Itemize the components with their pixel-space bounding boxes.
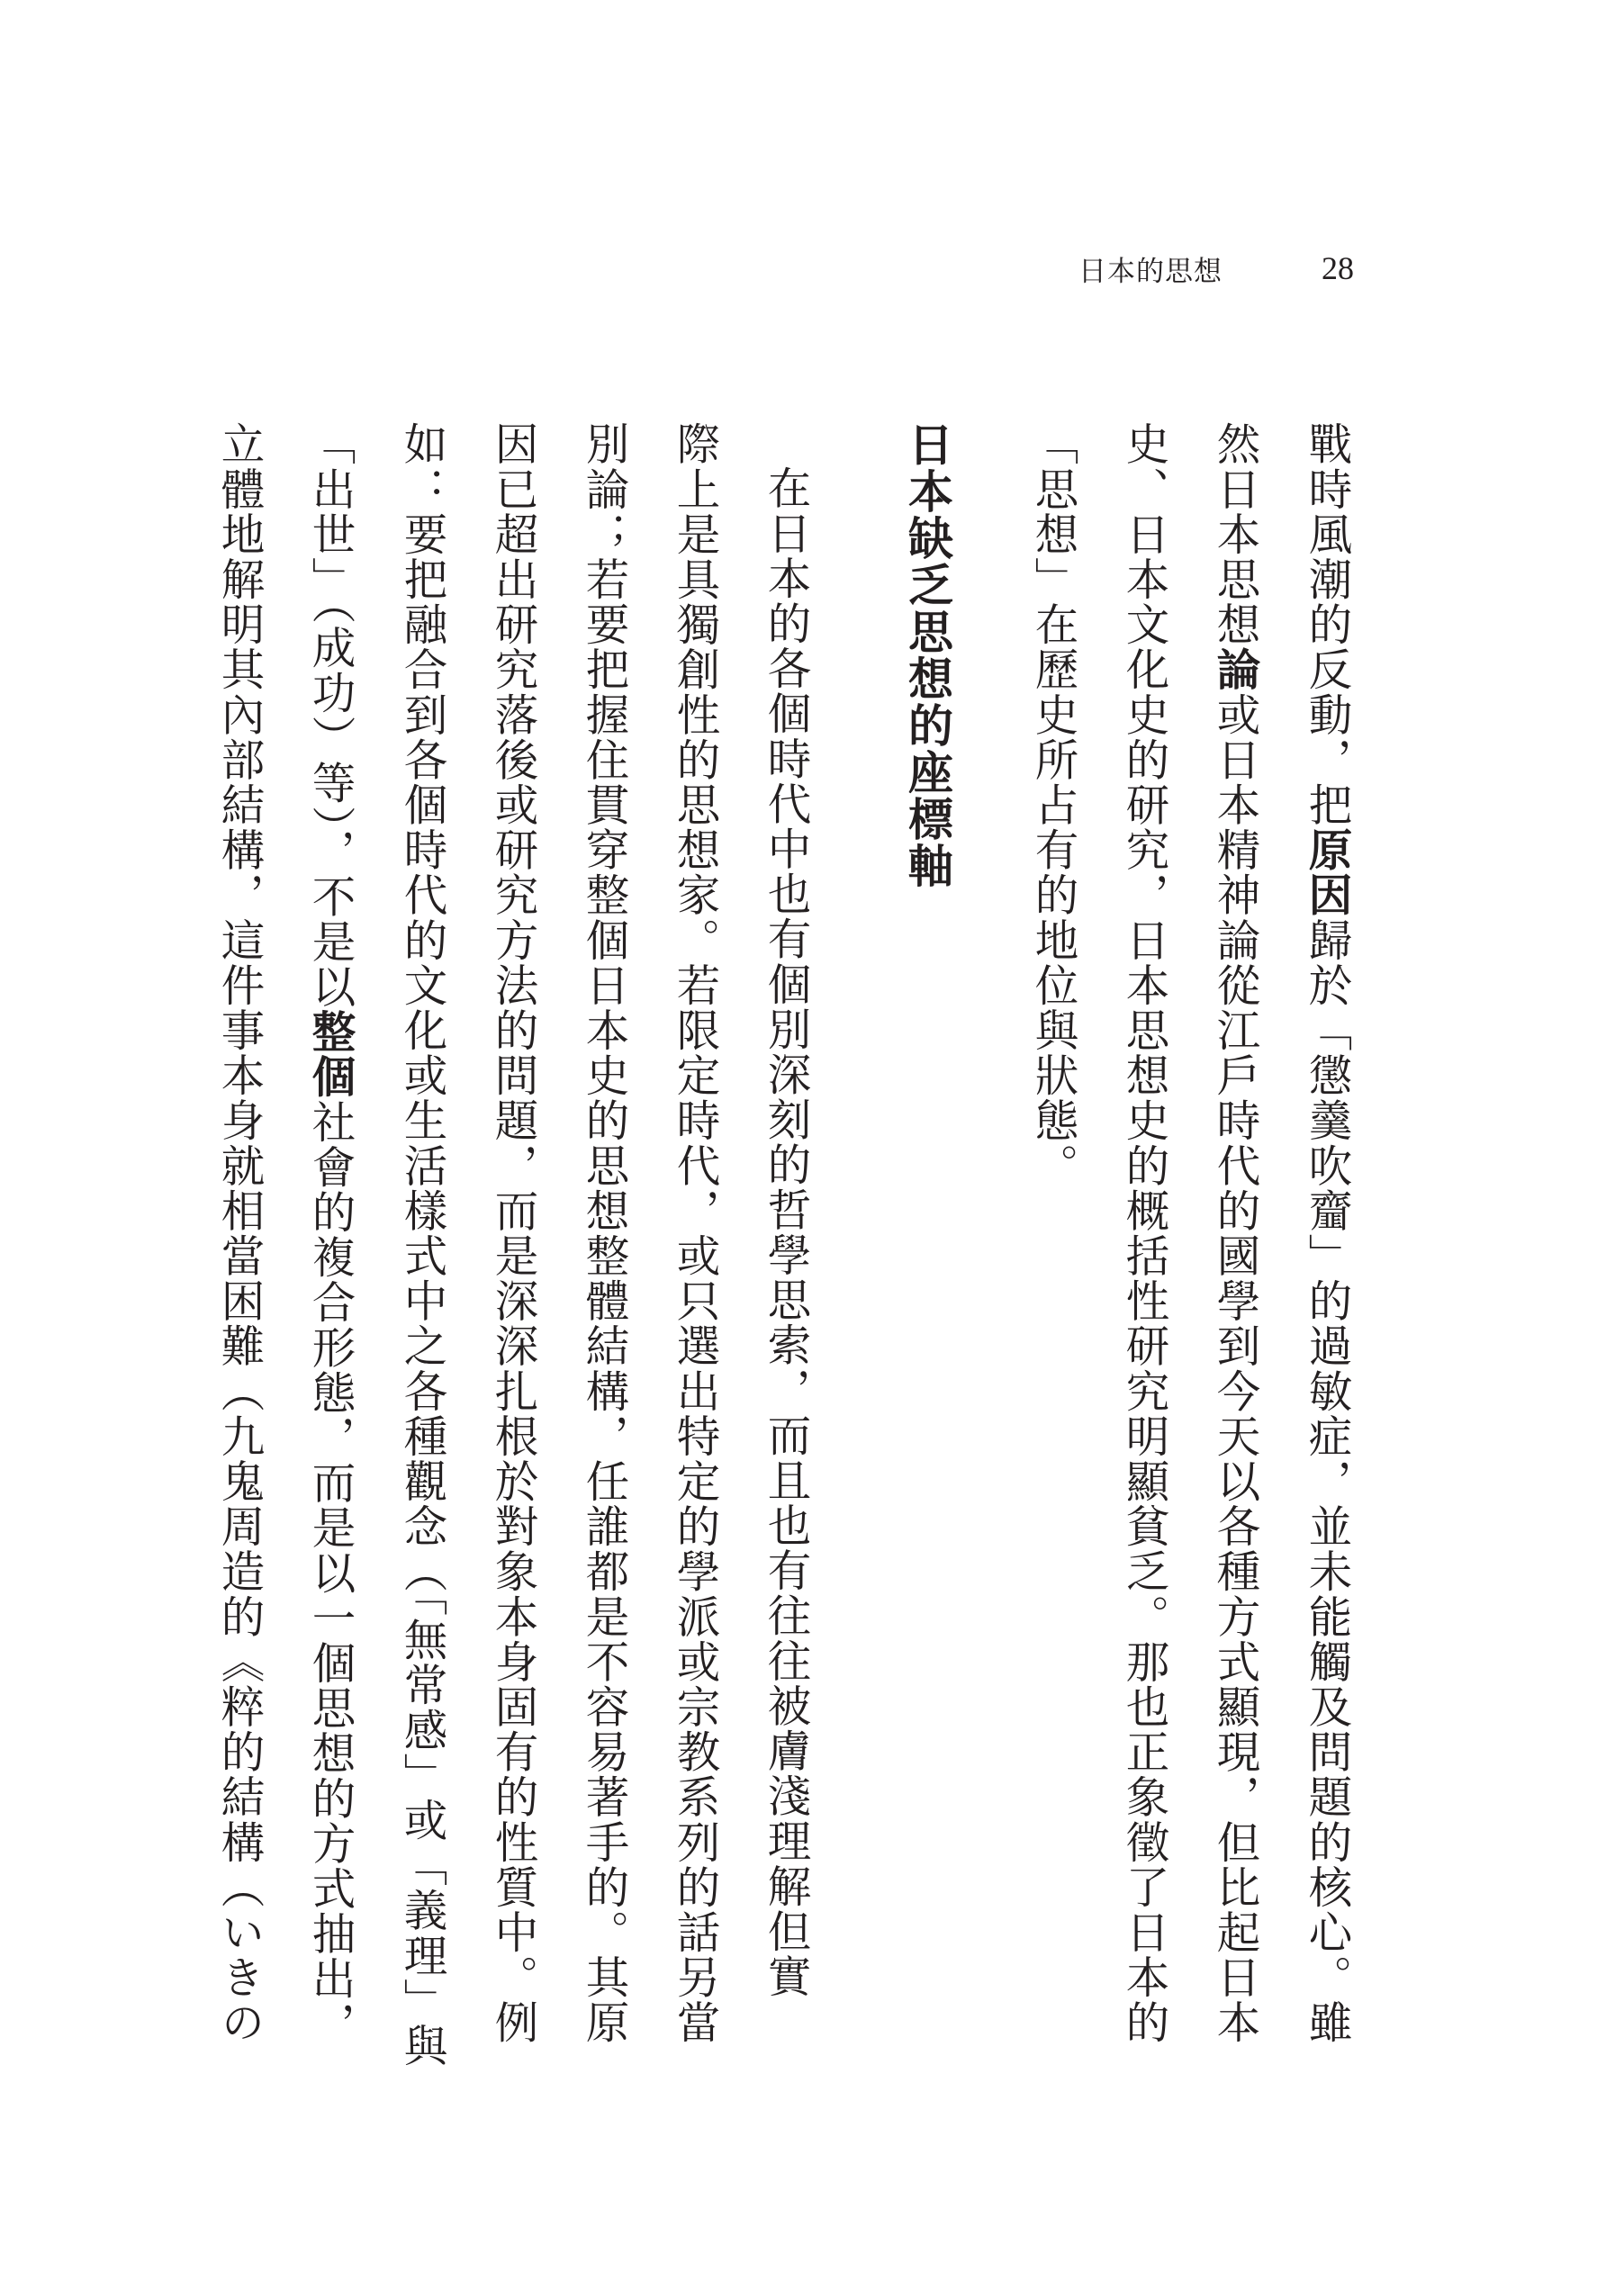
bold-run: 原因 [1301, 826, 1352, 918]
text-line [1097, 421, 1188, 2045]
text-line [375, 421, 466, 2069]
text-line [1006, 421, 1097, 2006]
text-run: 立體地解明其內部結構，這件事本身就相當困難（九鬼周造的《粹的結構（いきの [213, 421, 264, 2045]
running-header-title: 日本的思想 [1078, 255, 1223, 288]
text-run: 因已超出研究落後或研究方法的問題，而是深深扎根於對象本身固有的性質中。例 [487, 421, 537, 2045]
text-line [557, 421, 648, 2045]
text-run: 歸於「懲羹吹齏」的過敏症，並未能觸及問題的核心。雖 [1301, 917, 1351, 2045]
text-run: 史、日本文化史的研究，日本思想史的概括性研究明顯貧乏。那也正象徵了日本的 [1118, 421, 1168, 2045]
text-line [193, 421, 284, 2045]
paragraph-2 [193, 421, 830, 2069]
text-line [739, 421, 830, 2006]
text-run: 「思想」在歷史所占有的地位與狀態。 [1027, 421, 1078, 1188]
text-run: 「出世」（成功）等），不是以 [304, 421, 355, 1009]
bold-run: 整個 [304, 1008, 356, 1100]
paragraph-1 [1006, 421, 1372, 2045]
text-run: 或日本精神論從江戶時代的國學到今天以各種方式顯現，但比起日本 [1209, 691, 1259, 2045]
section-heading: 日本缺乏思想的座標軸 [901, 421, 953, 889]
page-number: 28 [1322, 250, 1354, 286]
text-line [1280, 421, 1372, 2045]
text-run: 如：要把融合到各個時代的文化或生活樣式中之各種觀念（「無常感」或「義理」與 [396, 421, 447, 2069]
text-line [1188, 421, 1280, 2045]
body-text [193, 421, 1372, 2069]
text-run: 社會的複合形態，而是以一個思想的方式抽出， [304, 1099, 355, 2047]
text-line [284, 421, 375, 2047]
running-header [1078, 241, 1354, 295]
text-line [466, 421, 557, 2045]
text-run: 然日本思想 [1209, 421, 1259, 647]
text-run: 在日本的各個時代中也有個別深刻的哲學思索，而且也有往往被膚淺理解但實 [760, 464, 810, 1998]
bold-run: 論 [1209, 646, 1260, 692]
text-line [648, 421, 739, 2045]
text-run: 戰時風潮的反動，把 [1301, 421, 1351, 827]
text-run: 別論；若要把握住貫穿整個日本史的思想整體結構，任誰都是不容易著手的。其原 [578, 421, 628, 2045]
text-run: 際上是具獨創性的思想家。若限定時代，或只選出特定的學派或宗教系列的話另當 [669, 421, 719, 2045]
